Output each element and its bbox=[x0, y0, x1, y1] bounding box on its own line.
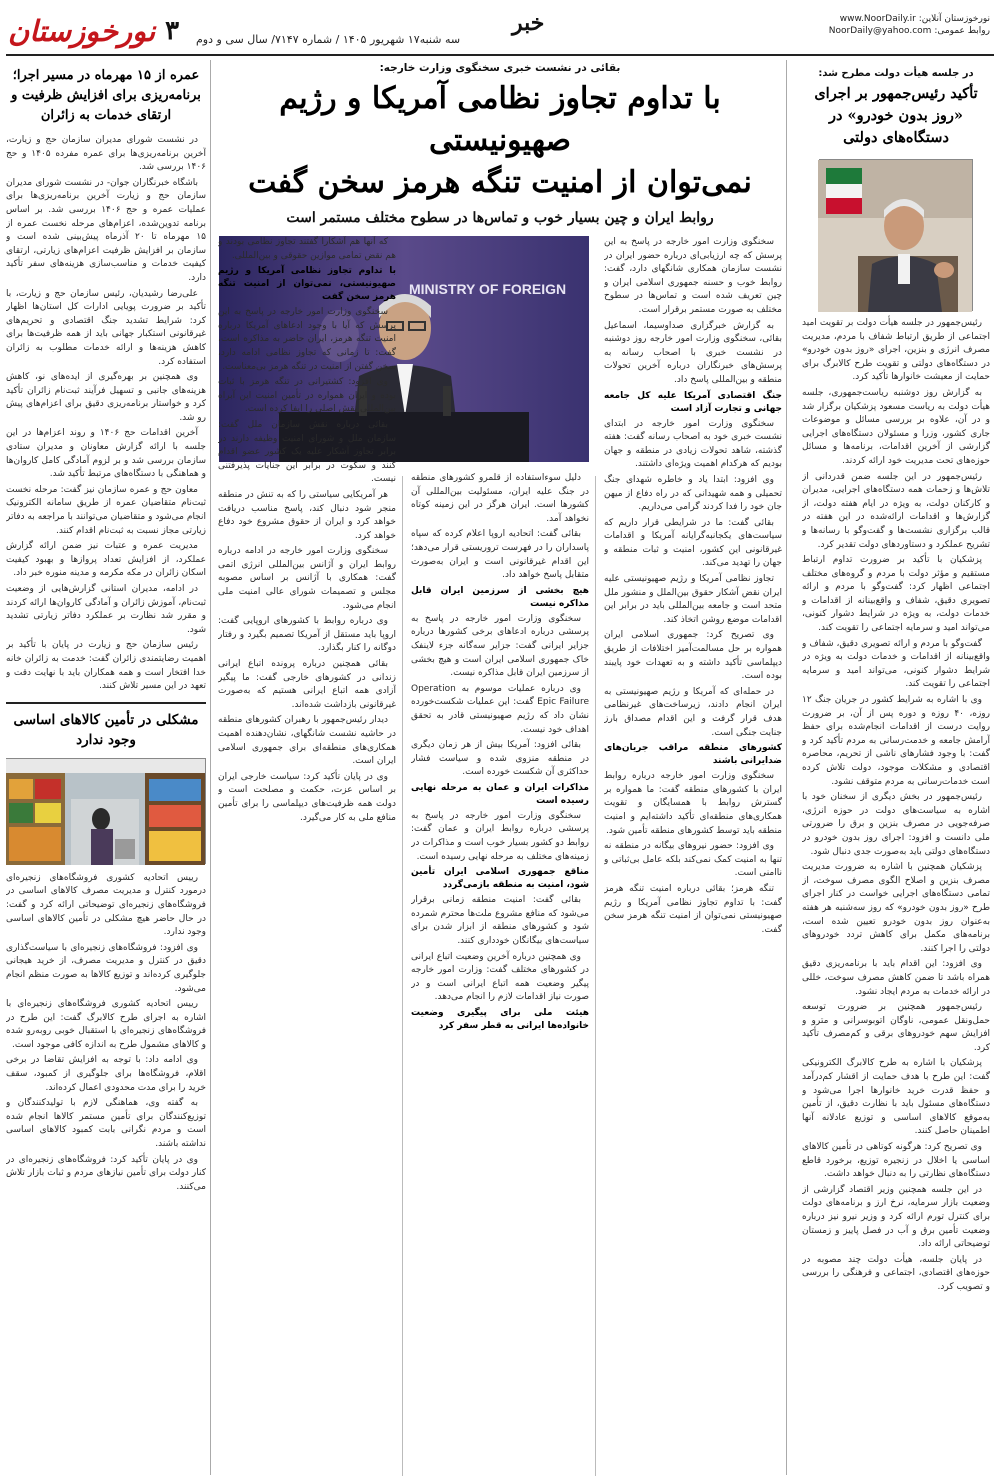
photo-backdrop-sign: MINISTRY OF FOREIGN bbox=[409, 281, 567, 297]
paragraph: وی تصریح کرد: جمهوری اسلامی ایران همواره بر حل مسالمت‌آمیز اختلافات از طریق دیپلماسی تأکید داشته و به تعهدات خود پایبند بوده است. bbox=[604, 630, 782, 682]
president-photo bbox=[819, 159, 973, 311]
paragraph: باشگاه خبرنگاران جوان- در نشست شورای مدیران سازمان حج و زیارت آخرین برنامه‌ریزی‌ها برای عملیات عمره و حج ۱۴۰۶ بررسی شد. بر اساس برنامه تدوین‌شده، اعزام‌های مرحله نخست عمره از ۱۵ مهرماه تا ۲۰ آذرماه پیش‌بینی شده است و سازمان بر افزایش ظرفیت اعزام‌های زیارتی، ارتقای کیفیت خدمات و مناسب‌سازی هزینه‌های سفر تأکید دارد. bbox=[6, 177, 206, 283]
paragraph: پزشکیان با اشاره به طرح کالابرگ الکترونیکی گفت: این طرح با هدف حمایت از اقشار کم‌درآمد و حفظ قدرت خرید خانوارها اجرا می‌شود و دستگاه‌های مسئول باید با نظارت دقیق، از تأمین به‌موقع کالاهای اساسی و توزیع عادلانه آنها اطمینان حاصل کنند. bbox=[802, 1058, 990, 1137]
article-title: تأکید رئیس‌جمهور بر اجرای «روز بدون خودرو» در دستگاه‌های دولتی bbox=[814, 85, 978, 146]
paragraph: معاون حج و عمره سازمان نیز گفت: مرحله نخست ثبت‌نام متقاضیان عمره از طریق سامانه الکترونیک انجام می‌شود و متقاضیان می‌توانند با مراجعه به دفاتر زیارتی مجاز نسبت به ثبت‌نام اقدام کنند. bbox=[6, 484, 206, 536]
paragraph: سخنگوی وزارت امور خارجه در پاسخ به پرسشی درباره ادعاهای برخی کشورها درباره جزایر ایرانی گفت: جزایر سه‌گانه جزء لاینفک خاک جمهوری اسلامی ایران است و هیچ بخشی از سرزمین ایران قابل مذاکره نیست. bbox=[411, 613, 589, 679]
left-column-articles bbox=[6, 60, 206, 1477]
paragraph: پزشکیان با تأکید بر ضرورت تداوم ارتباط مستقیم و مؤثر دولت با مردم و گروه‌های مختلف اجتماعی اظهار کرد: گفت‌وگو با مردم و ارائه تصویری دقیق، شفاف و واقع‌بینانه از اقدامات و خدمات دولت، به ویژه در شرایط دشوار کنونی، می‌تواند امید و سرمایه اجتماعی را تقویت کند. bbox=[802, 555, 990, 634]
paragraph: رئیس سازمان حج و زیارت در پایان با تأکید بر اهمیت رضایتمندی زائران گفت: خدمت به زائران خانه خدا افتخار است و همه همکاران باید با نهایت دقت و تعهد در این مسیر تلاش کنند. bbox=[6, 640, 206, 692]
article-kicker: در جلسه هیأت دولت مطرح شد: bbox=[818, 68, 974, 79]
paragraph: در حمله‌ای که آمریکا و رژیم صهیونیستی به ایران انجام دادند، زیرساخت‌های غیرنظامی هدف قرار گرفت و این اقدام مصداق بارز جنایت جنگی است. bbox=[604, 686, 782, 738]
paragraph: وی افزود: فروشگاه‌های زنجیره‌ای با سیاست‌گذاری دقیق در کنترل و مدیریت مصرف، از خرید هیجانی جلوگیری کرده‌اند و توزیع کالاها به صورت منظم انجام می‌شود. bbox=[6, 942, 206, 994]
paragraph: بقائی گفت: امنیت منطقه زمانی برقرار می‌شود که منافع مشروع ملت‌ها محترم شمرده شود و کشورهای منطقه از ابزار شدن برای سیاست‌های بیگانگان خودداری کنند. bbox=[411, 895, 589, 947]
section-title: خبر bbox=[512, 10, 545, 36]
goods-article-title: مشکلی در تأمین کالاهای اساسی وجود ندارد bbox=[13, 711, 199, 748]
paragraph: سخنگوی وزارت امور خارجه در ادامه درباره روابط ایران و آژانس بین‌المللی انرژی اتمی گفت: همکاری با آژانس بر اساس مصوبه مجلس و تصمیمات شورای عالی امنیت ملی انجام می‌شود. bbox=[218, 546, 396, 611]
paragraph: وی همچنین بر بهره‌گیری از ایده‌های نو، کاهش هزینه‌های جانبی و تسهیل فرآیند ثبت‌نام زائران تأکید کرد و خواستار برنامه‌ریزی دقیق برای اعزام‌های پیش رو شد. bbox=[6, 372, 206, 423]
column-divider bbox=[595, 476, 596, 1476]
paragraph: رئیس‌جمهور همچنین بر ضرورت توسعه حمل‌ونقل عمومی، ناوگان اتوبوسرانی و مترو و افزایش سهم خودروهای برقی و کم‌مصرف تأکید کرد. bbox=[802, 1002, 990, 1053]
main-headline bbox=[218, 78, 782, 204]
headline-line: نمی‌توان از امنیت تنگه هرمز سخن گفت bbox=[248, 165, 752, 200]
subheading: مذاکرات ایران و عمان به مرحله نهایی رسیده است bbox=[411, 782, 589, 806]
paragraph: در ادامه، مدیران استانی گزارش‌هایی از وضعیت ثبت‌نام، آموزش زائران و آمادگی کاروان‌ها ارائه کردند و مقرر شد نظارت بر عملکرد دفاتر زیارتی تشدید شود. bbox=[6, 584, 206, 635]
umrah-article-body bbox=[6, 134, 206, 694]
paragraph: سخنگوی وزارت امور خارجه درباره روابط ایران با کشورهای منطقه گفت: ما همواره بر گسترش روابط با همسایگان و تقویت همکاری‌های منطقه‌ای تأکید داشته‌ایم و امنیت منطقه باید توسط کشورهای منطقه تأمین شود. bbox=[604, 771, 782, 836]
right-column-article bbox=[802, 60, 990, 1477]
contact-info bbox=[829, 13, 990, 37]
paragraph: علی‌رضا رشیدیان، رئیس سازمان حج و زیارت، با تأکید بر ضرورت پویایی ادارات کل استان‌ها اظهار کرد: شرایط تشدید جنگ اقتصادی و تحریم‌های غیرقانونی استکبار جهانی باید از همه ظرفیت‌ها برای کاهش هزینه‌ها و ارائه خدمات مطلوب به زائران استفاده کرد. bbox=[6, 288, 206, 367]
main-article-column-3 bbox=[218, 236, 396, 1476]
paragraph: پزشکیان همچنین با اشاره به ضرورت مدیریت مصرف بنزین و اصلاح الگوی مصرف سوخت، از تمامی دستگاه‌های اجرایی خواست در کنار اجرای طرح «روز بدون خودرو» که روز سه‌شنبه هر هفته به‌عنوان روز بدون خودرو تعیین شده است، برنامه‌های مکمل برای کاهش تردد خودروهای دولتی را اجرا کنند. bbox=[802, 862, 990, 954]
masthead-rule bbox=[6, 54, 994, 56]
paragraph: به گفته وی، هماهنگی لازم با تولیدکنندگان و توزیع‌کنندگان برای تأمین مستمر کالاها انجام شده است و مردم نگرانی بابت کمبود کالاهای اساسی نداشته باشند. bbox=[6, 1098, 206, 1150]
main-article-column-2 bbox=[411, 236, 589, 1476]
subheading: هیئت ملی برای پیگیری وضعیت خانواده‌ها ایرانی به قطر سفر کرد bbox=[411, 1008, 589, 1031]
paragraph: بقائی گفت: ما در شرایطی قرار داریم که سیاست‌های یکجانبه‌گرایانه آمریکا و اقدامات غیرقانونی این کشور، امنیت و ثبات منطقه و جهان را تهدید می‌کند. bbox=[604, 517, 782, 569]
paragraph: مدیریت عمره و عتبات نیز ضمن ارائه گزارش عملکرد، از افزایش تعداد پروازها و بهبود کیفیت اسکان زائران در مکه مکرمه و مدینه منوره خبر داد. bbox=[6, 541, 206, 579]
subheading: هیچ بخشی از سرزمین ایران قابل مذاکره نیست bbox=[411, 585, 589, 609]
paragraph: به گزارش روز دوشنبه ریاست‌جمهوری، جلسه هیأت دولت به ریاست مسعود پزشکیان برگزار شد و در آن، علاوه بر بررسی مسائل و موضوعات جاری کشور، وزرا و مسئولان دستگاه‌های اجرایی گزارشی از آخرین اقدامات، برنامه‌ها و مسائل حوزه‌های تحت مدیریت خود ارائه کردند. bbox=[802, 387, 990, 466]
paragraph: در نشست شورای مدیران سازمان حج و زیارت، آخرین برنامه‌ریزی‌ها برای عمره مفرده ۱۴۰۵ و حج ۱۴۰۶ بررسی شد. bbox=[6, 135, 206, 173]
paragraph: وی درباره روابط با کشورهای اروپایی گفت: اروپا باید مستقل از آمریکا تصمیم بگیرد و رفتار دوگانه را کنار بگذارد. bbox=[218, 616, 396, 654]
paragraph: وی افزود: ابتدا یاد و خاطره شهدای جنگ تحمیلی و همه شهیدانی که در راه دفاع از میهن جان خود را فدا کردند گرامی می‌داریم. bbox=[604, 474, 782, 513]
subheading: جنگ اقتصادی آمریکا علیه کل جامعه جهانی و تجارت آزاد است bbox=[604, 390, 782, 414]
paragraph: دیدار رئیس‌جمهور با رهبران کشورهای منطقه در حاشیه نشست شانگهای، نشان‌دهنده اهمیت همکاری‌های منطقه‌ای برای جمهوری اسلامی ایران است. bbox=[218, 715, 396, 767]
paragraph: تنگه هرمز؛ بقائی درباره امنیت تنگه هرمز گفت: با تداوم تجاوز نظامی آمریکا و رژیم صهیونیستی نمی‌توان از امنیت تنگه هرمز سخن گفت. bbox=[604, 883, 782, 935]
paragraph: سخنگوی وزارت امور خارجه در ابتدای نشست خبری خود به اصحاب رسانه گفت: هفته گذشته، شاهد تحولات زیادی در منطقه و جهان بودیم که هرکدام اهمیت ویژه‌ای داشتند. bbox=[604, 418, 782, 470]
paragraph: بقائی درباره نقش سازمان ملل گفت: سازمان ملل و شورای امنیت وظیفه دارند در برابر تجاوز آشکار علیه یک کشور عضو اقدام کنند و سکوت در برابر این جنایات پذیرفتنی نیست. bbox=[218, 419, 396, 485]
paragraph: به گزارش خبرگزاری صداوسیما، اسماعیل بقائی، سخنگوی وزارت امور خارجه روز دوشنبه در نشست خبری با اصحاب رسانه به پرسش‌های خبرنگاران درباره آخرین تحولات منطقه و بین‌المللی پاسخ داد. bbox=[604, 320, 782, 385]
paragraph: وی تصریح کرد: هرگونه کوتاهی در تأمین کالاهای اساسی یا اخلال در زنجیره توزیع، برخورد قاطع دستگاه‌های نظارتی را به دنبال خواهد داشت. bbox=[802, 1142, 990, 1180]
paragraph: در پایان جلسه، هیأت دولت چند مصوبه در حوزه‌های اقتصادی، اجتماعی و فرهنگی را بررسی و تصویب کرد. bbox=[802, 1254, 990, 1292]
newspaper-logo: نورخوزستان bbox=[8, 14, 156, 48]
page-number: ۳ bbox=[165, 16, 180, 46]
contact-website: نورخوزستان آنلاین: www.NoorDaily.ir bbox=[839, 14, 990, 24]
article-body bbox=[802, 317, 990, 1295]
article-divider bbox=[6, 702, 206, 704]
paragraph: رئیس‌جمهور در این جلسه ضمن قدردانی از تلاش‌ها و زحمات همه دستگاه‌های اجرایی، مدیران و کارکنان دولت، به ویژه در ایام هفته دولت، از گزارش‌ها و اقدامات ارائه‌شده در این هفته در قالب برگزاری نشست‌ها و گفت‌وگو با رسانه‌ها و تشریح عملکرد و دستاوردهای دولت تقدیر کرد. bbox=[802, 471, 990, 550]
subheading: کشورهای منطقه مراقب جریان‌های ضدایرانی باشند bbox=[604, 743, 782, 767]
goods-article-body bbox=[6, 872, 206, 1195]
paragraph: وی همچنین درباره آخرین وضعیت اتباع ایرانی در کشورهای مختلف گفت: وزارت امور خارجه پیگیر وضعیت همه اتباع ایرانی است و در صورت نیاز اقدامات لازم را انجام می‌دهد. bbox=[411, 951, 589, 1003]
masthead bbox=[0, 0, 1000, 56]
paragraph: وی افزود: کشتیرانی در تنگه هرمز با ثبات بوده و ایران همواره در تأمین امنیت این آبراه بین‌المللی نقش اصلی را ایفا کرده است. bbox=[218, 377, 396, 415]
paragraph: وی در پایان تأکید کرد: سیاست خارجی ایران بر اساس عزت، حکمت و مصلحت است و دولت همه ظرفیت‌های دیپلماسی را برای تأمین منافع ملی به کار می‌گیرد. bbox=[218, 771, 396, 823]
column-divider bbox=[402, 476, 403, 1476]
paragraph: بقائی همچنین درباره پرونده اتباع ایرانی زندانی در کشورهای خارجی گفت: ما پیگیر آزادی همه اتباع ایرانی هستیم که به‌صورت غیرقانونی بازداشت شده‌اند. bbox=[218, 659, 396, 710]
subheading: با تداوم تجاوز نظامی آمریکا و رژیم صهیونیستی، نمی‌توان از امنیت تنگه هرمز سخن گفت bbox=[218, 266, 396, 303]
paragraph: وی ادامه داد: با توجه به افزایش تقاضا در برخی اقلام، فروشگاه‌ها برای جلوگیری از کمبود، سقف خرید را برای مدت محدودی اعمال کرده‌اند. bbox=[6, 1055, 206, 1093]
paragraph: وی درباره عملیات موسوم به Operation Epic Failure گفت: این عملیات شکست‌خورده نشان داد که رژیم صهیونیستی قادر به تحقق اهداف خود نیست. bbox=[411, 683, 589, 735]
headline-line: با تداوم تجاوز نظامی آمریکا و رژیم صهیونیستی bbox=[279, 81, 721, 158]
paragraph: تجاوز نظامی آمریکا و رژیم صهیونیستی علیه ایران نقض آشکار حقوق بین‌الملل و منشور ملل متحد است و جامعه بین‌المللی باید در برابر این اقدامات موضع روشن اتخاذ کند. bbox=[604, 574, 782, 625]
paragraph: هر آمریکایی سیاستی را که به تنش در منطقه منجر شود دنبال کند، پاسخ مناسب دریافت خواهد کرد و ایران از حقوق مشروع خود دفاع خواهد کرد. bbox=[218, 489, 396, 541]
column-divider bbox=[210, 60, 211, 1475]
paragraph: دلیل سوءاستفاده از قلمرو کشورهای منطقه در جنگ علیه ایران، مسئولیت بین‌المللی آن کشورها است. ایران هرگز در این زمینه کوتاه نخواهد آمد. bbox=[411, 473, 589, 524]
masthead-brand bbox=[8, 14, 179, 48]
main-article-columns bbox=[218, 236, 782, 1476]
umrah-article-title: عمره از ۱۵ مهرماه در مسیر اجرا؛ برنامه‌ریزی برای افزایش ظرفیت و ارتقای خدمات به زائران bbox=[11, 68, 201, 123]
paragraph: سخنگوی وزارت امور خارجه در پاسخ به پرسشی درباره روابط ایران و عمان گفت: روابط دو کشور بسیار خوب است و مذاکرات در زمینه‌های مختلف به مرحله نهایی رسیده است. bbox=[411, 810, 589, 862]
main-kicker: بقائی در نشست خبری سخنگوی وزارت خارجه: bbox=[379, 62, 621, 74]
paragraph: رئیس‌جمهور در بخش دیگری از سخنان خود با اشاره به سیاست‌های دولت در حوزه انرژی، صرفه‌جویی در مصرف بنزین و برق را ضرورتی ملی دانست و افزود: اجرای روز بدون خودرو در دستگاه‌های دولتی باید به‌صورت جدی دنبال شود. bbox=[802, 792, 990, 857]
main-article bbox=[218, 60, 782, 1477]
paragraph: گفت‌وگو با مردم و ارائه تصویری دقیق، شفاف و واقع‌بینانه از اقدامات و خدمات دولت به ویژه در شرایط دشوار کنونی، می‌تواند امید و سرمایه اجتماعی را تقویت کند. bbox=[802, 638, 990, 690]
paragraph: سخنگوی وزارت امور خارجه در پاسخ به این پرسش که چه ارزیابی‌ای درباره حضور ایران در نشست سازمان همکاری شانگهای دارد، گفت: روابط خوب و حسنه جمهوری اسلامی ایران و چین تعریف شده است و تماس‌ها در سطوح مختلف به صورت مستمر برقرار است. bbox=[604, 237, 782, 315]
paragraph: بقائی افزود: آمریکا بیش از هر زمان دیگری در منطقه منزوی شده و سیاست فشار حداکثری آن شکست خورده است. bbox=[411, 740, 589, 778]
subheading: مناقع جمهوری اسلامی ایران تأمین شود، امنیت به منطقه بازمی‌گردد bbox=[411, 867, 589, 891]
supermarket-photo bbox=[6, 758, 206, 864]
paragraph: آخرین اقدامات حج ۱۴۰۶ و روند اعزام‌ها در این جلسه با ارائه گزارش معاونان و مدیران ستادی سازمان بررسی شد و بر لزوم آمادگی کامل کاروان‌ها و هماهنگی با دستگاه‌های مرتبط تأکید شد. bbox=[6, 428, 206, 480]
paragraph: رئیس‌جمهور در جلسه هیأت دولت بر تقویت امید اجتماعی از طریق ارتباط شفاف با مردم، مدیریت مصرف انرژی و بنزین، اجرای «روز بدون خودرو» در دستگاه‌های دولتی و تقویت طرح کالابرگ برای حمایت از معیشت خانوارها تأکید کرد. bbox=[802, 318, 990, 383]
paragraph: در این جلسه همچنین وزیر اقتصاد گزارشی از وضعیت بازار سرمایه، نرخ ارز و برنامه‌های دولت برای کنترل تورم ارائه کرد و وزیر نیرو نیز درباره وضعیت تأمین برق و آب در فصل پاییز و زمستان توضیحاتی ارائه داد. bbox=[802, 1184, 990, 1250]
paragraph: که آنها هم آشکارا گفتند تجاوز نظامی بودند و هم نقض تمامی موازین حقوقی و بین‌المللی. bbox=[218, 237, 396, 261]
paragraph: سخنگوی وزارت امور خارجه در پاسخ به این پرسش که آیا با وجود ادعاهای آمریکا درباره امنیت تنگه هرمز، ایران حاضر به مذاکره است، گفت: تا زمانی که تجاوز نظامی ادامه دارد، سخن گفتن از امنیت در تنگه هرمز بی‌معناست. bbox=[218, 307, 396, 372]
paragraph: رییس اتحادیه کشوری فروشگاه‌های زنجیره‌ای درمورد کنترل و مدیریت مصرف کالاهای اساسی در فروشگاه‌های زنجیره‌ای توضیحاتی ارائه کرد و گفت: در حال حاضر هیچ مشکلی در تأمین کالاهای اساسی وجود ندارد. bbox=[6, 872, 206, 938]
paragraph: رییس اتحادیه کشوری فروشگاه‌های زنجیره‌ای با اشاره به اجرای طرح کالابرگ گفت: این طرح در فروشگاه‌های زنجیره‌ای با استقبال خوبی روبه‌رو شده و کالاهای مشمول طرح به اندازه کافی موجود است. bbox=[6, 999, 206, 1050]
main-subheadline: روابط ایران و چین بسیار خوب و تماس‌ها در سطوح مختلف مستمر است bbox=[286, 210, 714, 226]
main-article-column-1 bbox=[604, 236, 782, 1476]
paragraph: وی افزود: حضور نیروهای بیگانه در منطقه نه تنها به امنیت کمک نمی‌کند بلکه عامل بی‌ثباتی و ناامنی است. bbox=[604, 841, 782, 879]
contact-email: روابط عمومی: NoorDaily@yahoo.com bbox=[828, 26, 990, 36]
paragraph: وی افزود: این اقدام باید با برنامه‌ریزی دقیق همراه باشد تا ضمن کاهش مصرف سوخت، خللی در ارائه خدمات به مردم ایجاد نشود. bbox=[802, 959, 990, 997]
paragraph: بقائی گفت: اتحادیه اروپا اعلام کرده که سپاه پاسداران را در فهرست تروریستی قرار می‌دهد؛ این اقدام غیرقانونی است و ایران به‌صورت متقابل پاسخ خواهد داد. bbox=[411, 529, 589, 581]
column-divider bbox=[786, 60, 787, 1475]
issue-date-line: سه شنبه۱۷ شهریور ۱۴۰۵ / شماره ۷۱۴۷/ سال سی و دوم bbox=[196, 33, 461, 46]
paragraph: وی با اشاره به شرایط کشور در جریان جنگ ۱۲ روزه، ۴۰ روزه و دوره پس از آن، بر ضرورت روایت درست از اقدامات انجام‌شده برای حفظ آرامش جامعه و خدمت‌رسانی به مردم تأکید کرد و گفت: با وجود فشارهای ناشی از تحریم، محاصره اقتصادی و مشکلات موجود، دولت تلاش کرده است خدمات‌رسانی به مردم متوقف نشود. bbox=[802, 695, 990, 787]
paragraph: وی در پایان تأکید کرد: فروشگاه‌های زنجیره‌ای در کنار دولت برای تأمین نیازهای مردم و ثبات بازار تلاش می‌کنند. bbox=[6, 1154, 206, 1192]
photo-spacer bbox=[411, 236, 589, 472]
